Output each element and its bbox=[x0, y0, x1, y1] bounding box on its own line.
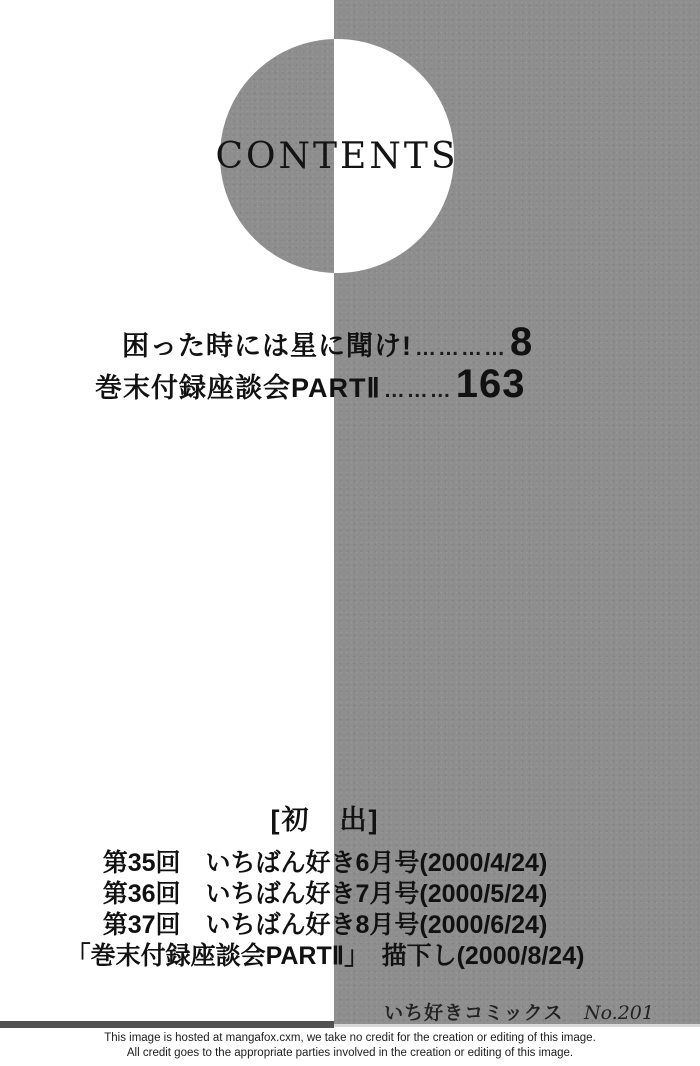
toc-row-chapter bbox=[122, 320, 533, 365]
contents-heading: CONTENTS bbox=[215, 136, 459, 177]
publication-entry: 第35回 いちばん好き6月号(2000/4/24) bbox=[102, 849, 548, 877]
scan-edge-bar bbox=[0, 1021, 334, 1028]
publication-entry: 第37回 いちばん好き8月号(2000/6/24) bbox=[102, 911, 548, 939]
publication-entry: 「巻末付録座談会PARTⅡ」 描下し(2000/8/24) bbox=[65, 942, 585, 970]
series-imprint bbox=[384, 998, 654, 1025]
publication-entry: 第36回 いちばん好き7月号(2000/5/24) bbox=[102, 880, 548, 908]
chapter-page-number: 8 bbox=[510, 320, 534, 364]
chapter-title: 巻末付録座談会PARTⅡ bbox=[95, 373, 381, 403]
chapter-page-number: 163 bbox=[455, 362, 526, 406]
toc-row-chapter bbox=[95, 362, 526, 407]
dot-leader: ……… bbox=[383, 379, 453, 402]
chapter-title: 困った時には星に聞け! bbox=[122, 331, 412, 361]
series-number: No.201 bbox=[583, 1002, 654, 1024]
first-publication-block bbox=[0, 798, 650, 972]
dot-leader: ………… bbox=[415, 337, 507, 360]
first-publication-header: [初 出] bbox=[270, 805, 380, 835]
hoster-disclaimer bbox=[0, 1031, 700, 1060]
disclaimer-line-1: This image is hosted at mangafox.cxm, we take no credit for the creation or editing of this image. bbox=[104, 1032, 596, 1044]
scan-edge-line bbox=[334, 1024, 700, 1027]
series-name: いち好きコミックス bbox=[384, 1003, 564, 1024]
disclaimer-line-2: All credit goes to the appropriate parties involved in the creation or editing of this image. bbox=[126, 1046, 574, 1059]
